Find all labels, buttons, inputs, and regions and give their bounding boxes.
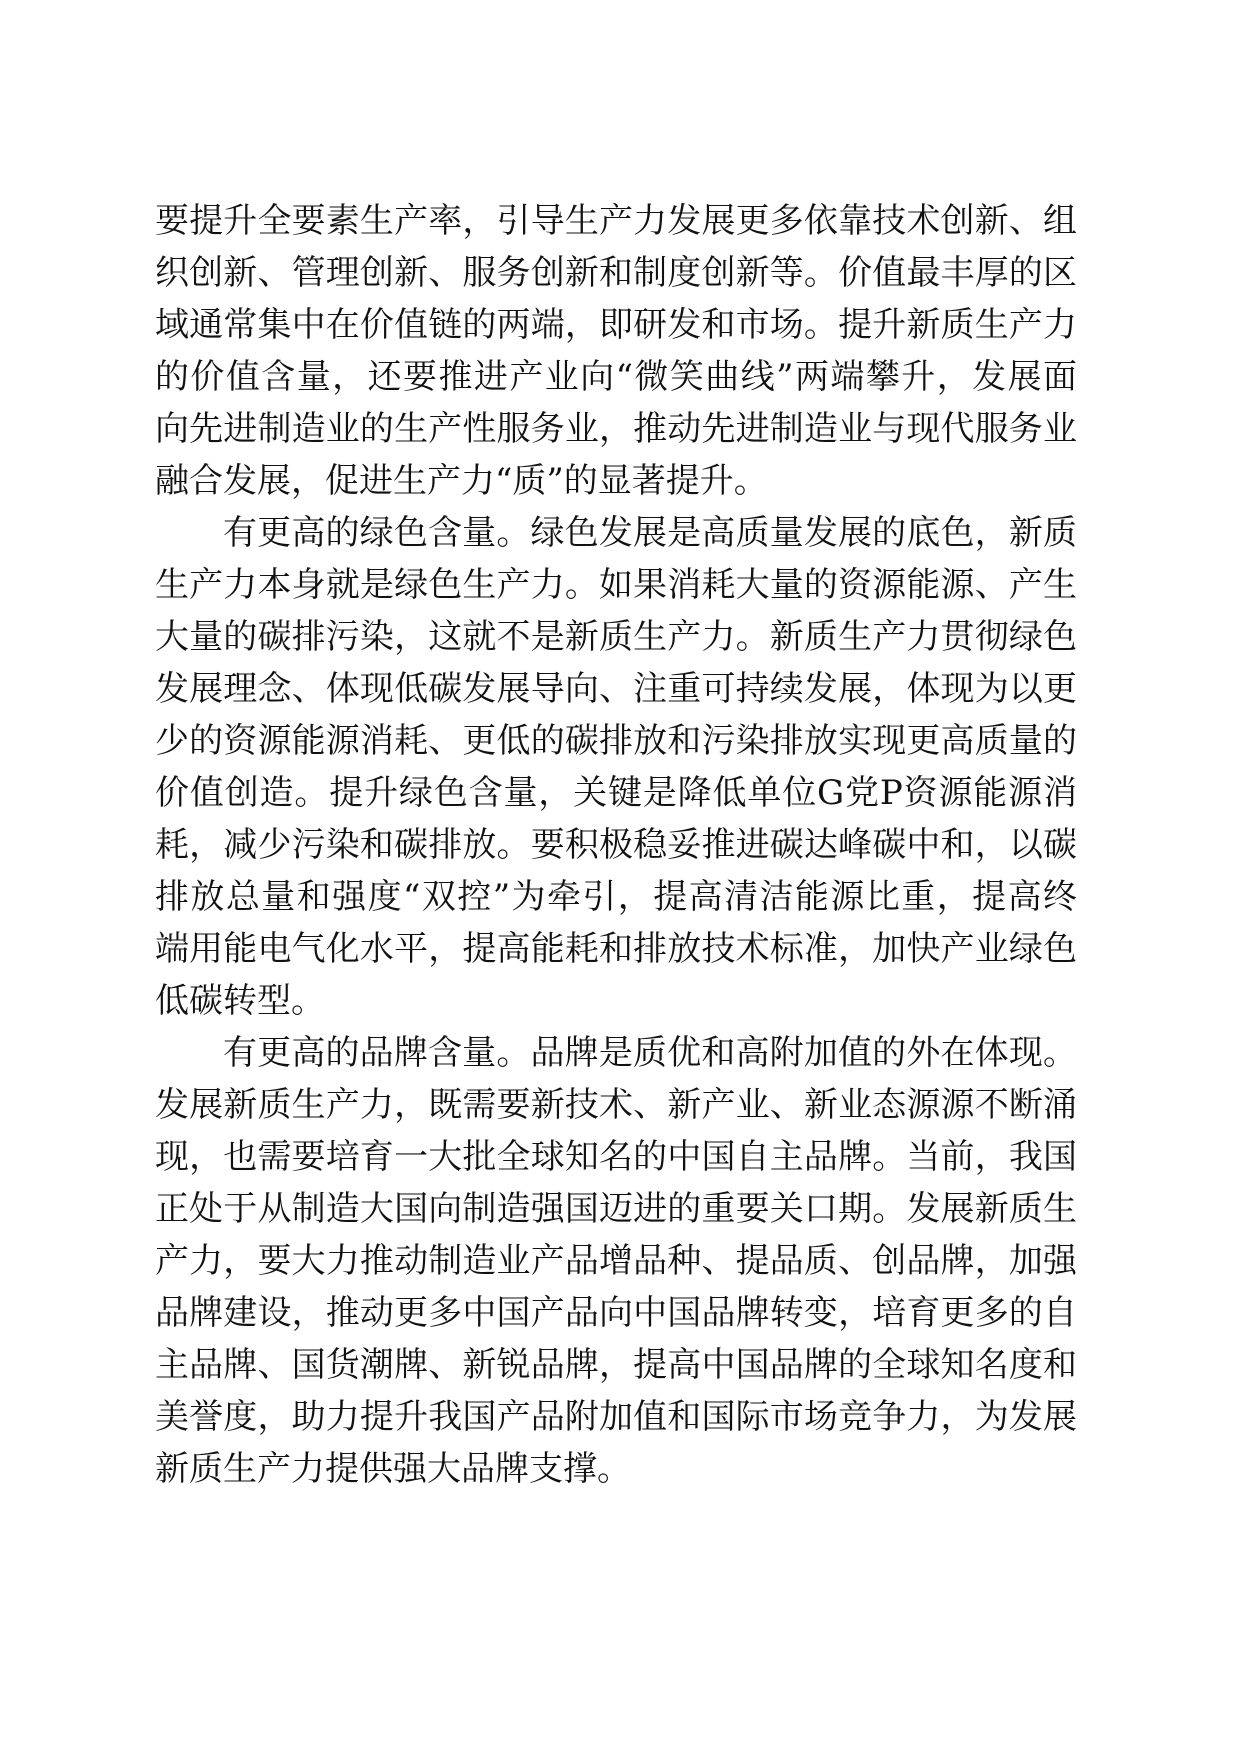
text-line: 端用能电气化水平，提高能耗和排放技术标准，加快产业绿色 xyxy=(155,929,1077,969)
text-line: 发展理念、体现低碳发展导向、注重可持续发展，体现为以更 xyxy=(155,669,1077,709)
text-line: 主品牌、国货潮牌、新锐品牌，提高中国品牌的全球知名度和 xyxy=(155,1345,1077,1385)
document-page xyxy=(155,195,1077,1495)
text-line: 的价值含量，还要推进产业向“微笑曲线”两端攀升，发展面 xyxy=(155,357,1077,397)
text-line: 正处于从制造大国向制造强国迈进的重要关口期。发展新质生 xyxy=(155,1189,1077,1229)
paragraph-green-content xyxy=(155,507,1077,1027)
text-line: 少的资源能源消耗、更低的碳排放和污染排放实现更高质量的 xyxy=(155,721,1077,761)
text-line: 低碳转型。 xyxy=(155,981,325,1021)
paragraph-brand-content xyxy=(155,1027,1077,1495)
text-line: 美誉度，助力提升我国产品附加值和国际市场竞争力，为发展 xyxy=(155,1397,1077,1437)
text-line: 要提升全要素生产率，引导生产力发展更多依靠技术创新、组 xyxy=(155,201,1077,241)
text-line: 产力，要大力推动制造业产品增品种、提品质、创品牌，加强 xyxy=(155,1241,1077,1281)
text-line: 域通常集中在价值链的两端，即研发和市场。提升新质生产力 xyxy=(155,305,1077,345)
text-line: 现，也需要培育一大批全球知名的中国自主品牌。当前，我国 xyxy=(155,1137,1077,1177)
text-line: 大量的碳排污染，这就不是新质生产力。新质生产力贯彻绿色 xyxy=(155,617,1077,657)
text-line: 织创新、管理创新、服务创新和制度创新等。价值最丰厚的区 xyxy=(155,253,1077,293)
text-line: 排放总量和强度“双控”为牵引，提高清洁能源比重，提高终 xyxy=(155,877,1077,917)
text-line: 品牌建设，推动更多中国产品向中国品牌转变，培育更多的自 xyxy=(155,1293,1077,1333)
paragraph-value-content xyxy=(155,195,1077,507)
text-line: 耗，减少污染和碳排放。要积极稳妥推进碳达峰碳中和，以碳 xyxy=(155,825,1077,865)
text-line: 新质生产力提供强大品牌支撑。 xyxy=(155,1449,631,1489)
text-line: 生产力本身就是绿色生产力。如果消耗大量的资源能源、产生 xyxy=(155,565,1077,605)
text-line: 价值创造。提升绿色含量，关键是降低单位G党P资源能源消 xyxy=(155,773,1077,813)
text-line: 发展新质生产力，既需要新技术、新产业、新业态源源不断涌 xyxy=(155,1085,1077,1125)
text-line: 有更高的品牌含量。品牌是质优和高附加值的外在体现。 xyxy=(223,1033,1077,1073)
text-line: 向先进制造业的生产性服务业，推动先进制造业与现代服务业 xyxy=(155,409,1077,449)
text-line: 融合发展，促进生产力“质”的显著提升。 xyxy=(155,461,768,501)
text-line: 有更高的绿色含量。绿色发展是高质量发展的底色，新质 xyxy=(223,513,1077,553)
